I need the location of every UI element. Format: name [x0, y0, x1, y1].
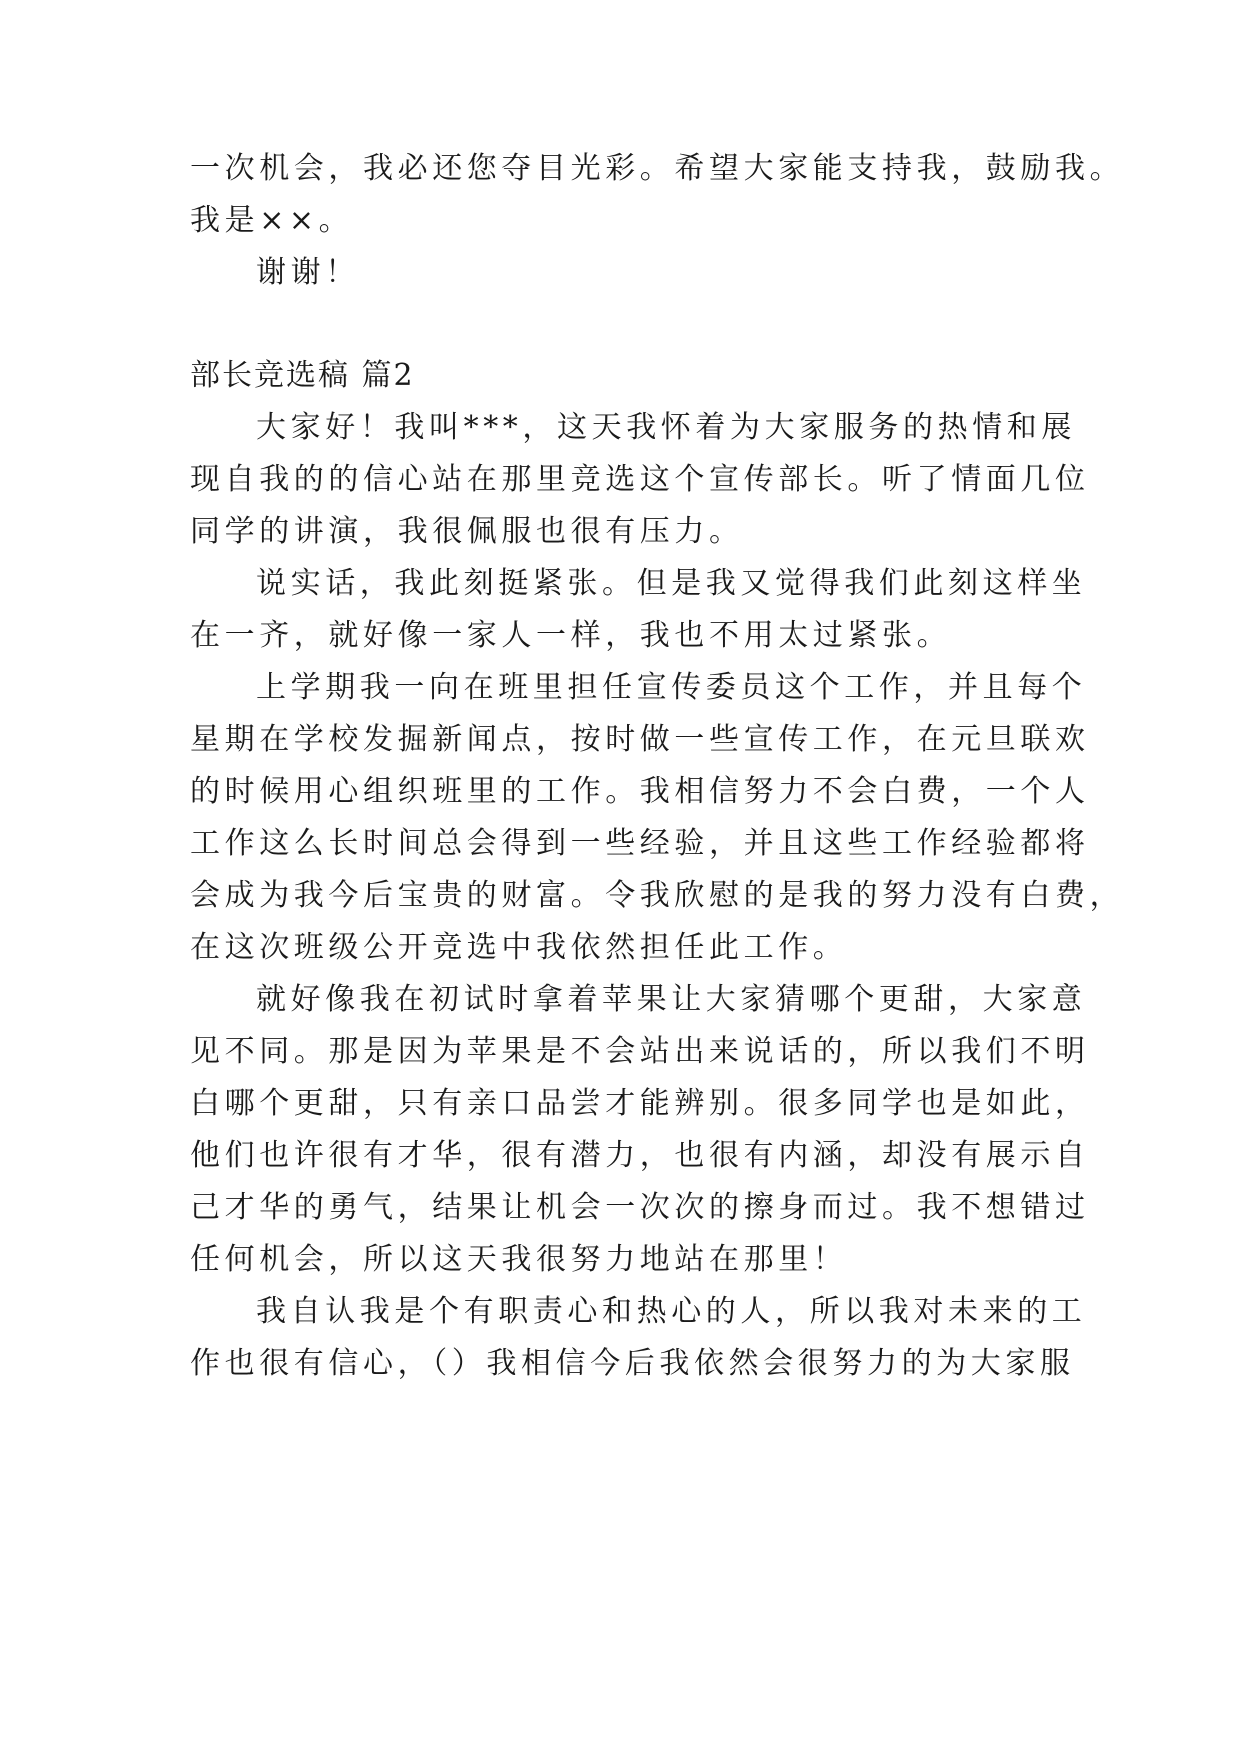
paragraph-line: 会成为我今后宝贵的财富。令我欣慰的是我的努力没有白费， [190, 878, 1125, 913]
paragraph-line: 大家好！我叫***，这天我怀着为大家服务的热情和展 [256, 410, 1076, 445]
paragraph-line: 在这次班级公开竞选中我依然担任此工作。 [190, 930, 848, 965]
paragraph-line: 任何机会，所以这天我很努力地站在那里！ [190, 1242, 848, 1277]
paragraph-line: 的时候用心组织班里的工作。我相信努力不会白费，一个人 [190, 774, 1090, 809]
paragraph-line: 上学期我一向在班里担任宣传委员这个工作，并且每个 [256, 670, 1087, 705]
paragraph-line: 他们也许很有才华，很有潜力，也很有内涵，却没有展示自 [190, 1138, 1090, 1173]
paragraph-line: 现自我的的信心站在那里竞选这个宣传部长。听了情面几位 [190, 462, 1090, 497]
paragraph-line: 工作这么长时间总会得到一些经验，并且这些工作经验都将 [190, 826, 1090, 861]
paragraph-line: 作也很有信心，（）我相信今后我依然会很努力的为大家服 [190, 1346, 1075, 1381]
paragraph-line: 白哪个更甜，只有亲口品尝才能辨别。很多同学也是如此， [190, 1086, 1090, 1121]
thanks-line: 谢谢！ [256, 255, 360, 290]
paragraph-line: 说实话，我此刻挺紧张。但是我又觉得我们此刻这样坐 [256, 566, 1087, 601]
paragraph-line: 见不同。那是因为苹果是不会站出来说话的，所以我们不明 [190, 1034, 1090, 1069]
paragraph-line: 同学的讲演，我很佩服也很有压力。 [190, 514, 744, 549]
section-heading: 部长竞选稿 篇2 [190, 358, 415, 393]
continuation-line-2: 我是××。 [190, 203, 354, 238]
paragraph-line: 就好像我在初试时拿着苹果让大家猜哪个更甜，大家意 [256, 982, 1087, 1017]
paragraph-line: 我自认我是个有职责心和热心的人，所以我对未来的工 [256, 1294, 1087, 1329]
paragraph-line: 己才华的勇气，结果让机会一次次的擦身而过。我不想错过 [190, 1190, 1090, 1225]
paragraph-line: 星期在学校发掘新闻点，按时做一些宣传工作，在元旦联欢 [190, 722, 1090, 757]
paragraph-line: 在一齐，就好像一家人一样，我也不用太过紧张。 [190, 618, 952, 653]
continuation-line-1: 一次机会，我必还您夺目光彩。希望大家能支持我，鼓励我。 [190, 151, 1125, 186]
